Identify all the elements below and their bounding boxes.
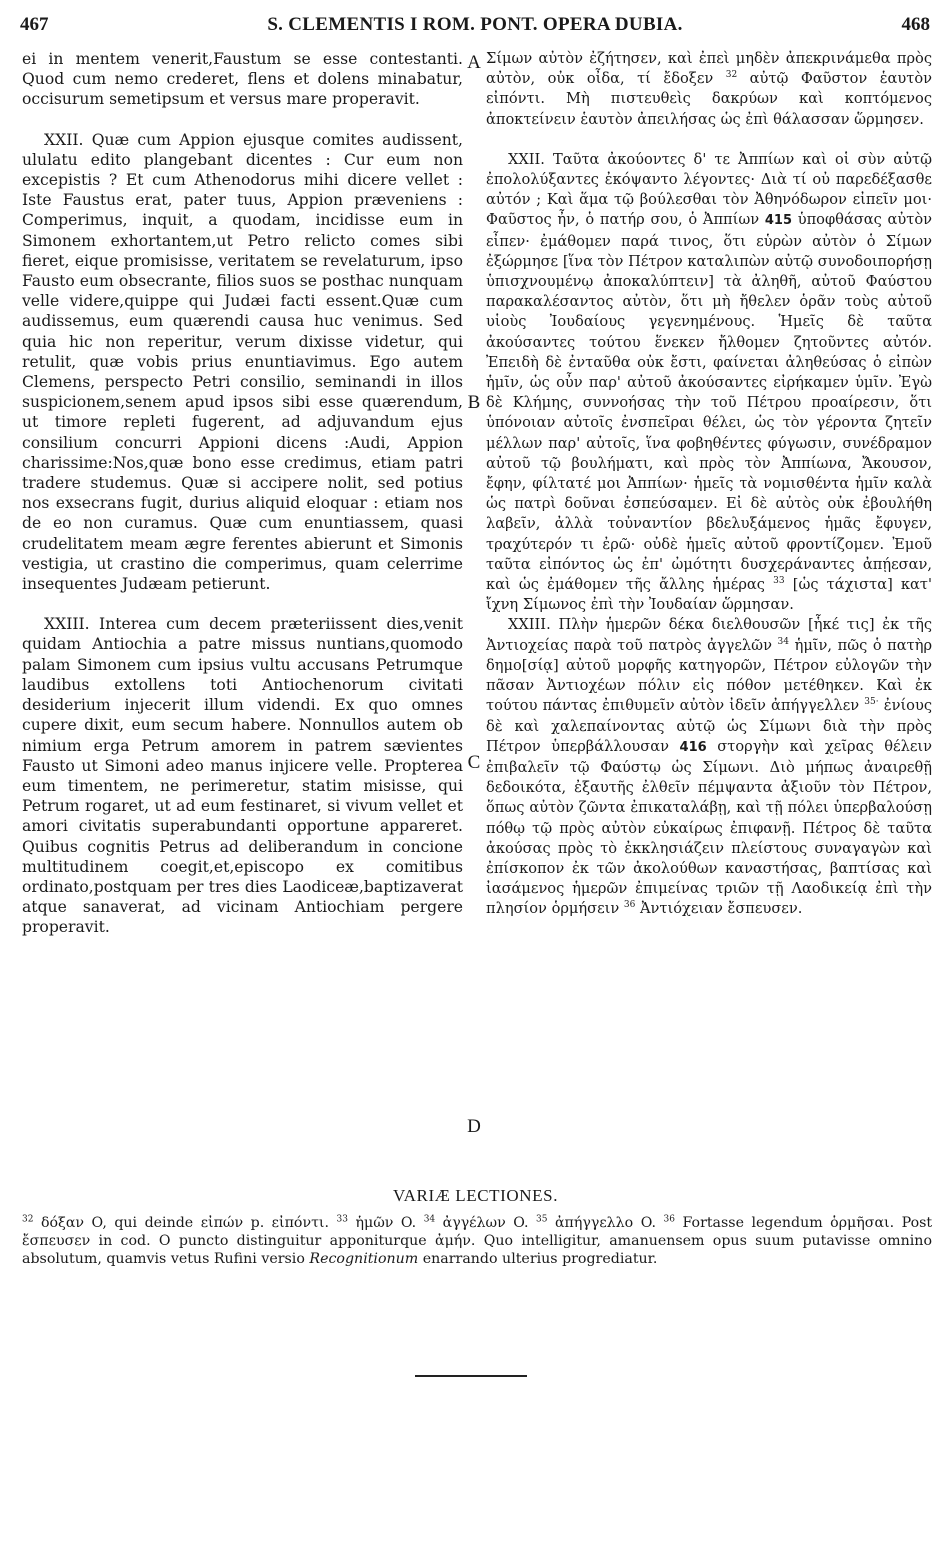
- greek-column: [486, 49, 932, 920]
- latin-column: [22, 49, 463, 938]
- note-32-label: 32: [22, 1214, 34, 1225]
- column-number-416: 416: [679, 739, 707, 755]
- page-number-left: 467: [20, 14, 49, 35]
- note-33-text: ἡμῶν O.: [355, 1215, 417, 1231]
- section-marker-c: C: [467, 752, 481, 773]
- note-ref-36: 36: [623, 900, 636, 911]
- latin-paragraph-xxii: XXII. Quæ cum Appion ejusque comites audissent, ululatu edito plangebant dicentes : Cur eum non excepistis ? Et cum Athenodorus mihi dicere vellet : Iste Faustus erat, pater tuus, Appion præveniens : Comperimus, inquit, a quodam, incidisse eum in Simonem exhortantem,ut Petro relicto comes sibi fieret, eique promisisse, veritatem se revelaturum, ipso Fausto eum obsecrante, filios suos se posthac nunquam velle videre,quippe qui Judæi facti essent.Quæ cum audissemus, eum quærendi causa huc venimus. Sed quia hic non reperitur, verum dixisse videtur, qui retulit, quæ vobis prius enuntiavimus. Ego autem Clemens, perspecto Petri consilio, seminandi in illos suspicionem,senem apud ipsos sibi esse quærendum, ut timore repleti fugerent, ad adjuvandum ejus consilium concurri Appioni dicens :Audi, Appion charissime:Nos,quæ bono esse credimus, etiam patri tradere studemus. Quæ si accipere nolit, sed potius nos exsecrans fugit, durius aliquid eloquar : etiam nos de eo non curamus. Quæ cum enuntiassem, quasi crudelitatem meam ægre ferentes abierunt et Simonis vestigia, ut crastino die comperimus, quam celerrime insequentes Judæam petierunt.: [22, 130, 463, 594]
- note-34-text: ἀγγέλων O.: [442, 1215, 529, 1231]
- note-36-text: Fortasse legendum ὁρμῆσαι. Post ἔσπευσεν in cod. O puncto distinguitur apponiturque ἀμήν. Quo intelligitur, amanuensem opus suum putavisse omnino absolutum, quamvis vetus Rufini versio: [22, 1215, 933, 1267]
- note-35-text: ἀπήγγελλο O.: [554, 1215, 657, 1231]
- greek-paragraph-intro: Σίμων αὐτὸν ἐζήτησεν, καὶ ἐπεὶ μηδὲν ἀπεκρινάμεθα πρὸς αὐτὸν, οὐκ οἶδα, τί ἔδοξεν $^{32}$ αὐτῷ Φαῦστον ἑαυτὸν εἰπόντι. Μὴ πιστευθεὶς δακρύων καὶ κοπτόμενος ἀποκτείνειν ἑαυτὸν ἀπειλήσας ὡς ἐπὶ θάλασσαν ὥρμησεν.: [486, 50, 933, 128]
- note-36-text-end: enarrando ulterius progrediatur.: [422, 1251, 658, 1267]
- greek-paragraph-xxiii: XXIII. Πλὴν ἡμερῶν δέκα διελθουσῶν [ἧκέ τις] ἐκ τῆς Ἀντιοχείας παρὰ τοῦ πατρὸς ἀγγελῶν $^{34}$ ἡμῖν, πῶς ὁ πατὴρ δημο[σίᾳ] αὐτοῦ μορφῆς κατηγορῶν, Πέτρον εὐλογῶν τὴν πᾶσαν Ἀντιοχέων πόλιν εἰς πόθον μετέθηκεν. Καὶ ἐκ τούτου πάντας ἐπιθυμεῖν αὐτὸν ἰδεῖν ἀπήγγελλεν $^{35\cdot}$ ἐνίους δὲ καὶ χαλεπαίνοντας αὐτῷ ὡς Σίμωνι διὰ τὴν πρὸς Πέτρον ὑπερβάλλουσαν 416 στοργὴν καὶ χεῖρας θέλειν ἐπιβαλεῖν τῷ Φαύστῳ ὡς Σίμωνι. Διὸ μήπως ἀναιρεθῇ δεδοικότα, ἐξαυτῆς ἐλθεῖν πέμψαντα ἀξιοῦν τὸν Πέτρον, ὅπως αὐτὸν ζῶντα ἐπικαταλάβῃ, καὶ τῇ πόλει ὑπερβαλούσῃ πόθῳ τῷ πρὸς αὐτὸν εὐκαίρως ἐπιφανῇ. Πέτρος δὲ ταῦτα ἀκούσας πρὸς τὸ ἐκκλησιάζειν πλείστους συναγαγὼν καὶ ἐπίσκοπον ἐκ τῶν ἀκολούθων καναστήσας, βαπτίσας καὶ ἰασάμενος ἡμερῶν ἐπιμείνας τριῶν τῇ Λαοδικείᾳ ἐπὶ τὴν πλησίον ὁρμήσειν $^{36}$ Ἀντιόχειαν ἔσπευσεν.: [486, 616, 933, 918]
- note-34-label: 34: [423, 1214, 436, 1225]
- column-number-415: 415: [764, 213, 792, 229]
- page-number-right: 468: [901, 14, 930, 35]
- note-32-text: δόξαν O, qui deinde εἰπών p. εἰπόντι.: [40, 1215, 330, 1231]
- note-ref-35: 35·: [864, 697, 879, 708]
- note-36-label: 36: [663, 1214, 675, 1225]
- running-header: [20, 14, 930, 44]
- note-33-label: 33: [336, 1214, 348, 1225]
- closing-rule: [415, 1375, 527, 1377]
- latin-paragraph-intro: ei in mentem venerit,Faustum se esse contestanti. Quod cum nemo crederet, flens et dolens minabatur, occisurum semetipsum et versus mare properavit.: [22, 50, 463, 109]
- note-35-label: 35: [536, 1214, 548, 1225]
- running-title: S. CLEMENTIS I ROM. PONT. OPERA DUBIA.: [267, 14, 683, 35]
- note-ref-33: 33: [773, 576, 785, 587]
- section-marker-d: D: [467, 1116, 481, 1137]
- variae-lectiones-heading: VARIÆ LECTIONES.: [392, 1186, 559, 1205]
- note-ref-32: 32: [725, 70, 738, 81]
- note-ref-34: 34: [777, 636, 789, 647]
- note-36-italic-title: Recognitionum: [309, 1251, 419, 1267]
- greek-paragraph-xxii: XXII. Ταῦτα ἀκούοντες δ' τε Ἀππίων καὶ οἱ σὺν αὐτῷ ἐπολολύξαντες ἐκόψαντο λέγοντες· Διὰ τί οὐ παρεδέξασθε αὐτόν ; Καὶ ἅμα τῷ βούλεσθαι τὸν Ἀθηνόδωρον εἰπεῖν μοι· Φαῦστος ἦν, ὁ πατήρ σου, ὁ Ἀππίων 415 ὑποφθάσας αὐτὸν εἶπεν· ἐμάθομεν παρά τινος, ὅτι εὑρὼν αὐτὸν ὁ Σίμων ἐξώρμησε [ἵνα τὸν Πέτρον καταλιπὼν αὐτῷ συνοδοιπορήσῃ ὑπισχνουμένῳ ἀποκαλύπτειν] τὰ ἀληθῆ, αὐτοῦ Φαύστου παρακαλέσαντος αὐτὸν, ὅτι μὴ ἤθελεν ὁρᾶν τοὺς αὐτοῦ υἱοὺς Ἰουδαίους γεγενημένους. Ἡμεῖς δὲ ταῦτα ἀκούσαντες τούτου ἕνεκεν ἤλθομεν ζητοῦντες αὐτόν. Ἐπειδὴ δὲ ἐνταῦθα οὐκ ἔστι, φαίνεται ἀληθεύσας ὁ εἰπὼν ἡμῖν, ὡς οὖν παρ' αὐτοῦ ἀκούσαντες εἰρήκαμεν ὑμῖν. Ἐγὼ δὲ Κλήμης, συννοήσας τὴν τοῦ Πέτρου προαίρεσιν, ὅτι ὑπόνοιαν αὐτοῖς ἐνσπεῖραι θέλει, ὡς τὸν γέροντα ζητεῖν μέλλων παρ' αὐτοῖς, ἵνα φοβηθέντες φύγωσιν, συνέδραμον αὐτοῦ τῷ βουλήματι, καὶ πρὸς τὸν Ἀππίωνα, Ἄκουσον, ἔφην, φίλτατέ μοι Ἀππίων· ἡμεῖς τὰ νομισθέντα ἡμῖν καλὰ ὡς πατρὶ δοῦναι ἐσπεύσαμεν. Εἰ δὲ αὐτὸς οὐκ ἐβουλήθη λαβεῖν, ἀλλὰ τοὐναντίον βδελυξάμενος ἡμᾶς ἔφυγεν, τραχύτερόν τι ἐρῶ· οὐδὲ ἡμεῖς αὐτοῦ φροντίζομεν. Ἐμοῦ ταῦτα εἰπόντος ὡς ἐπ' ὠμότητι δυσχεράναντες ἀπῄεσαν, καὶ ὡς ἐμάθομεν τῆς ἄλλης ἡμέρας $^{33}$ [ὡς τάχιστα] κατ' ἴχνη Σίμωνος ἐπὶ τὴν Ἰουδαίαν ὥρμησαν.: [486, 150, 932, 614]
- section-marker-b: B: [467, 392, 481, 413]
- variae-lectiones-notes: [22, 1214, 932, 1268]
- section-marker-a: A: [467, 52, 481, 73]
- latin-paragraph-xxiii: XXIII. Interea cum decem præteriissent dies,venit quidam Antiochia a patre missus nuntians,quomodo palam Simonem cum ipsius vultu accusans Petrumque laudibus extollens toti Antiochenorum civitati desiderium injecerit illum videndi. Ex quo omnes cupere dixit, eum secum habere. Nonnullos autem ob nimium erga Petrum amorem in patrem sævientes Fausto ut Simoni adeo manus injicere velle. Propterea eum timentem, ne perimeretur, statim misisse, qui Petrum rogaret, ut ad eum festinaret, si vivum vellet et amori civitatis superabundanti opportune appareret. Quibus cognitis Petrus ad deliberandum in concione multitudinem coegit,et,episcopo ex comitibus ordinato,postquam per tres dies Laodiceæ,baptizaverat atque sanaverat, ad vicinam Antiochiam pergere properavit.: [22, 615, 463, 937]
